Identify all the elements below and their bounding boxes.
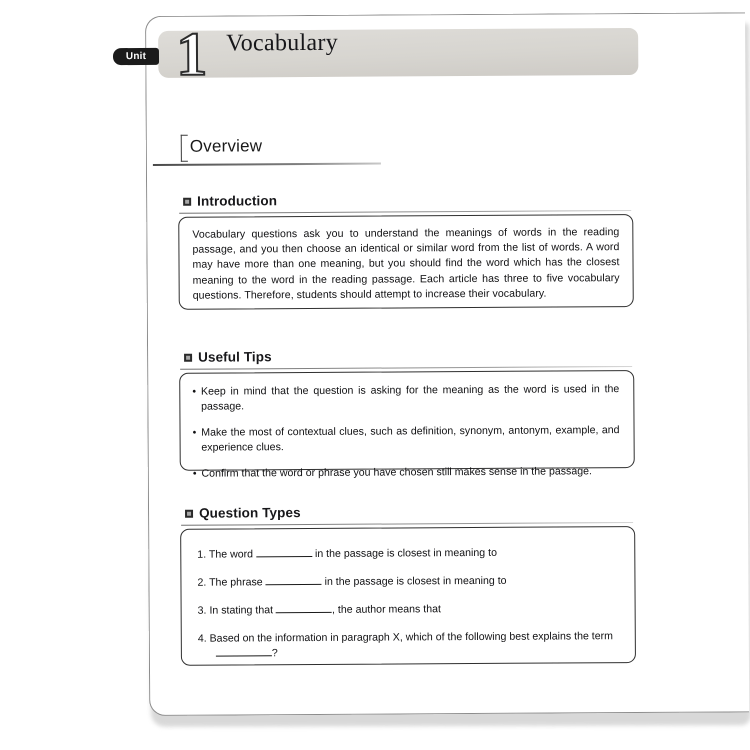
overview-label-wrap xyxy=(179,133,419,159)
list-item xyxy=(193,464,620,482)
unit-tab xyxy=(113,48,159,65)
square-bullet-icon xyxy=(184,353,192,361)
page-title: Vocabulary xyxy=(226,29,339,57)
bullet-dot-icon: • xyxy=(192,385,197,398)
list-item xyxy=(198,629,619,662)
list-item-text: Keep in mind that the question is asking for the meaning as the word is used in the passage. xyxy=(200,383,620,413)
question-number: 1. xyxy=(197,548,207,561)
useful-tips-box xyxy=(179,370,635,480)
question-text-before: Based on the information in paragraph X, which of the following best explains the term xyxy=(209,630,614,645)
square-bullet-icon xyxy=(185,509,193,517)
question-text-before: In stating that xyxy=(209,604,274,617)
question-types-list xyxy=(181,527,635,662)
question-number: 2. xyxy=(197,576,207,589)
overview-underline xyxy=(153,163,381,166)
question-types-box xyxy=(180,526,636,666)
bullet-dot-icon: • xyxy=(192,426,197,439)
list-item xyxy=(193,423,620,456)
section-heading-introduction-label: Introduction xyxy=(197,193,278,209)
useful-tips-list xyxy=(180,371,634,482)
question-number: 3. xyxy=(197,604,207,617)
fill-in-blank xyxy=(266,584,322,585)
list-item-text: Confirm that the word or phrase you have chosen still makes sense in the passage. xyxy=(201,465,592,480)
question-text-after: ? xyxy=(271,647,278,660)
question-text-after: in the passage is closest in meaning to xyxy=(314,546,497,560)
square-bullet-icon xyxy=(183,197,191,205)
fill-in-blank xyxy=(256,556,312,557)
list-item-text: Make the most of contextual clues, such as definition, synonym, antonym, example, and experience clues. xyxy=(201,424,620,454)
question-text-before: The phrase xyxy=(209,576,263,589)
question-text-after: in the passage is closest in meaning to xyxy=(324,574,507,588)
list-item xyxy=(198,601,619,619)
section-heading-question-types xyxy=(185,505,301,521)
section-heading-useful-tips-label: Useful Tips xyxy=(198,349,272,365)
unit-tab-label: Unit xyxy=(125,50,147,63)
list-item xyxy=(197,573,618,591)
list-item xyxy=(197,545,618,563)
fill-in-blank xyxy=(216,655,272,656)
unit-number-glyph: 1 xyxy=(176,20,208,89)
overview-label: Overview xyxy=(179,134,273,160)
section-heading-question-types-label: Question Types xyxy=(198,505,301,521)
fill-in-blank xyxy=(276,612,332,613)
bullet-dot-icon: • xyxy=(192,467,197,480)
question-text-before: The word xyxy=(208,548,254,561)
list-item xyxy=(192,382,619,415)
introduction-paragraph: Vocabulary questions ask you to understand the meanings of words in the reading passage, and you then choose an identical or similar word from the list of words. A word may have more than one meaning, but you should find the word which has the closest meaning to the word in the reading passage. Each article has three to five vocabulary questions. Therefore, students should attempt to increase their vocabulary. xyxy=(192,226,620,302)
section-heading-useful-tips xyxy=(184,349,272,365)
question-number: 4. xyxy=(197,632,207,645)
section-heading-introduction xyxy=(183,193,277,209)
worksheet-page xyxy=(145,12,749,716)
introduction-box xyxy=(178,214,634,310)
question-text-after: , the author means that xyxy=(331,603,441,616)
